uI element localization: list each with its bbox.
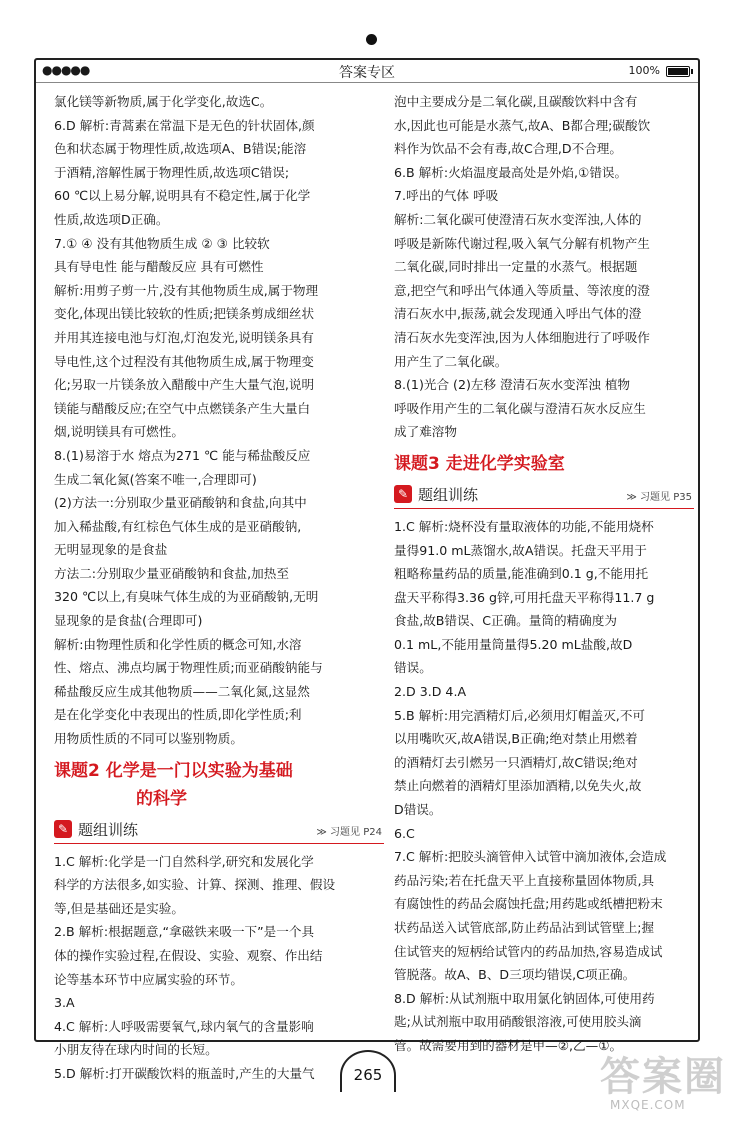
answer-line: 2.B 解析:根据题意,“拿磁铁来吸一下”是一个具 (54, 924, 315, 940)
exercise-reference: ≫ 习题见 P35 (626, 491, 692, 503)
answer-line: 水,因此也可能是水蒸气,故A、B都合理;碳酸饮 (394, 117, 651, 133)
answer-line: 体的操作实验过程,在假设、实验、观察、作出结 (54, 948, 323, 963)
pencil-icon: ✎ (54, 820, 72, 838)
answer-line: 状药品送入试管底部,防止药品沾到试管壁上;握 (394, 920, 655, 935)
answer-line: 粗略称量药品的质量,能准确到0.1 g,不能用托 (394, 566, 649, 582)
answer-line: (2)方法一:分别取少量亚硝酸钠和食盐,向其中 (54, 495, 307, 511)
answer-line: 有腐蚀性的药品会腐蚀托盘;用药匙或纸槽把粉末 (394, 896, 663, 912)
section-label: 题组训练 (418, 485, 479, 504)
answer-line: 意,把空气和呼出气体通入等质量、等浓度的澄 (394, 282, 650, 298)
left-answers-bottom (54, 850, 384, 1086)
section-label: 题组训练 (78, 820, 139, 839)
answer-line: 方法二:分别取少量亚硝酸钠和食盐,加热至 (54, 565, 289, 581)
answer-line: 盘天平称得3.36 g锌,可用托盘天平称得11.7 g (394, 589, 655, 605)
answer-line: D错误。 (394, 802, 442, 818)
camera-dot (366, 34, 377, 45)
right-answers-top (394, 90, 694, 444)
answer-line: 7.C 解析:把胶头滴管伸入试管中滴加液体,会造成 (394, 849, 667, 865)
answer-line: 用物质性质的不同可以鉴别物质。 (54, 731, 243, 747)
answer-line: 5.D 解析:打开碳酸饮料的瓶盖时,产生的大量气 (54, 1065, 315, 1081)
status-title: 答案专区 (339, 65, 395, 81)
signal-icon: ●●●●● (42, 63, 90, 77)
answer-line: 性质,故选项D正确。 (54, 211, 169, 227)
answer-line: 呼吸作用产生的二氧化碳与澄清石灰水反应生 (394, 400, 646, 416)
battery-icon (666, 66, 690, 77)
answer-line: 变化,体现出镁比较软的性质;把镁条剪成细丝状 (54, 306, 315, 322)
watermark-logo: 答案圈 (600, 1054, 726, 1100)
battery-percent: 100% (628, 64, 660, 77)
answer-line: 色和状态属于物理性质,故选项A、B错误;能溶 (54, 141, 307, 157)
lesson2-title (54, 757, 384, 813)
left-column (54, 90, 384, 1086)
section-bar-left (54, 817, 384, 844)
answer-line: 8.(1)易溶于水 熔点为271 ℃ 能与稀盐酸反应 (54, 447, 311, 463)
answer-line: 解析:由物理性质和化学性质的概念可知,水溶 (54, 636, 302, 652)
answer-line: 加入稀盐酸,有红棕色气体生成的是亚硝酸钠, (54, 518, 302, 534)
lesson2-title-line1: 课题2 化学是一门以实验为基础 (54, 760, 293, 781)
answer-line: 性、熔点、沸点均属于物理性质;而亚硝酸钠能与 (54, 660, 323, 676)
exercise-reference: ≫ 习题见 P24 (316, 826, 382, 838)
answer-line: 匙;从试剂瓶中取用硝酸银溶液,可使用胶头滴 (394, 1014, 642, 1030)
answer-line: 管脱落。故A、B、D三项均错误,C项正确。 (394, 967, 636, 983)
answer-line: 清石灰水中,振荡,就会发现通入呼出气体的澄 (394, 306, 642, 322)
answer-line: 错误。 (394, 660, 432, 676)
answer-line: 于酒精,溶解性属于物理性质,故选项C错误; (54, 164, 290, 180)
status-bar (36, 60, 698, 83)
answer-line: 管。故需要用到的器材是甲—②,乙—①。 (394, 1037, 623, 1053)
answer-line: 8.D 解析:从试剂瓶中取用氯化钠固体,可使用药 (394, 990, 655, 1006)
answer-line: 解析:用剪子剪一片,没有其他物质生成,属于物理 (54, 282, 319, 298)
answer-line: 用产生了二氧化碳。 (394, 353, 508, 369)
answer-line: 呼吸是新陈代谢过程,吸入氧气分解有机物产生 (394, 235, 650, 251)
page-number: 265 (340, 1050, 396, 1092)
answer-line: 7.呼出的气体 呼吸 (394, 188, 499, 204)
watermark-url: MXQE.COM (610, 1098, 686, 1112)
answer-line: 5.B 解析:用完酒精灯后,必须用灯帽盖灭,不可 (394, 707, 646, 723)
answer-line: 食盐,故B错误、C正确。量筒的精确度为 (394, 613, 617, 629)
answer-line: 3.A (54, 995, 75, 1011)
answer-line: 1.C 解析:烧杯没有量取液体的功能,不能用烧杯 (394, 518, 654, 534)
answer-line: 二氧化碳,同时排出一定量的水蒸气。根据题 (394, 259, 638, 275)
answer-line: 成了难溶物 (394, 424, 457, 440)
lesson3-title: 课题3 走进化学实验室 (394, 453, 565, 474)
answer-line: 7.① ④ 没有其他物质生成 ② ③ 比较软 (54, 235, 270, 251)
answer-line: 具有导电性 能与醋酸反应 具有可燃性 (54, 259, 264, 275)
pencil-icon: ✎ (394, 485, 412, 503)
answer-line: 是在化学变化中表现出的性质,即化学性质;利 (54, 707, 302, 723)
answer-line: 并用其连接电池与灯泡,灯泡发光,说明镁条具有 (54, 329, 314, 345)
answer-line: 量得91.0 mL蒸馏水,故A错误。托盘天平用于 (394, 542, 647, 558)
answer-line: 以用嘴吹灭,故A错误,B正确;绝对禁止用燃着 (394, 731, 638, 747)
answer-line: 60 ℃以上易分解,说明具有不稳定性,属于化学 (54, 188, 311, 204)
answer-line: 320 ℃以上,有臭味气体生成的为亚硝酸钠,无明 (54, 589, 319, 605)
answer-line: 烟,说明镁具有可燃性。 (54, 424, 184, 440)
answer-line: 6.C (394, 825, 415, 841)
answer-line: 6.B 解析:火焰温度最高处是外焰,①错误。 (394, 164, 628, 180)
answer-line: 8.(1)光合 (2)左移 澄清石灰水变浑浊 植物 (394, 377, 631, 393)
answer-line: 4.C 解析:人呼吸需要氧气,球内氧气的含量影响 (54, 1018, 314, 1034)
answer-line: 泡中主要成分是二氧化碳,且碳酸饮料中含有 (394, 94, 638, 109)
right-answers-bottom (394, 515, 694, 1058)
answer-line: 料作为饮品不会有毒,故C合理,D不合理。 (394, 141, 622, 157)
lesson2-title-line2: 的科学 (136, 788, 187, 809)
answer-line: 6.D 解析:青蒿素在常温下是无色的针状固体,颜 (54, 117, 315, 133)
section-bar-right (394, 482, 694, 509)
answer-line: 论等基本环节中应属实验的环节。 (54, 971, 243, 987)
answer-line: 1.C 解析:化学是一门自然科学,研究和发展化学 (54, 853, 314, 869)
answer-line: 镁能与醋酸反应;在空气中点燃镁条产生大量白 (54, 400, 311, 416)
answer-line: 显现象的是食盐(合理即可) (54, 613, 203, 629)
answer-line: 导电性,这个过程没有其他物质生成,属于物理变 (54, 353, 314, 369)
answer-line: 小朋友待在球内时间的长短。 (54, 1042, 218, 1058)
answer-line: 2.D 3.D 4.A (394, 684, 467, 700)
answer-line: 生成二氧化氮(答案不唯一,合理即可) (54, 471, 257, 487)
answer-line: 清石灰水先变浑浊,因为人体细胞进行了呼吸作 (394, 329, 650, 345)
answer-line: 科学的方法很多,如实验、计算、探测、推理、假设 (54, 877, 336, 893)
answer-line: 0.1 mL,不能用量筒量得5.20 mL盐酸,故D (394, 636, 633, 652)
answer-line: 住试管夹的短柄给试管内的药品加热,容易造成试 (394, 943, 663, 959)
answer-line: 药品污染;若在托盘天平上直接称量固体物质,具 (394, 872, 655, 888)
answer-line: 氯化镁等新物质,属于化学变化,故选C。 (54, 94, 273, 109)
answer-line: 等,但是基础还是实验。 (54, 900, 184, 916)
answer-line: 禁止向燃着的酒精灯里添加酒精,以免失火,故 (394, 778, 642, 794)
right-column (394, 90, 694, 1058)
answer-line: 化;另取一片镁条放入醋酸中产生大量气泡,说明 (54, 377, 315, 393)
left-answers-top (54, 90, 384, 751)
answer-line: 的酒精灯去引燃另一只酒精灯,故C错误;绝对 (394, 754, 638, 770)
answer-line: 无明显现象的是食盐 (54, 542, 168, 558)
answer-line: 稀盐酸反应生成其他物质——二氧化氮,这显然 (54, 683, 310, 699)
answer-line: 解析:二氧化碳可使澄清石灰水变浑浊,人体的 (394, 211, 642, 227)
